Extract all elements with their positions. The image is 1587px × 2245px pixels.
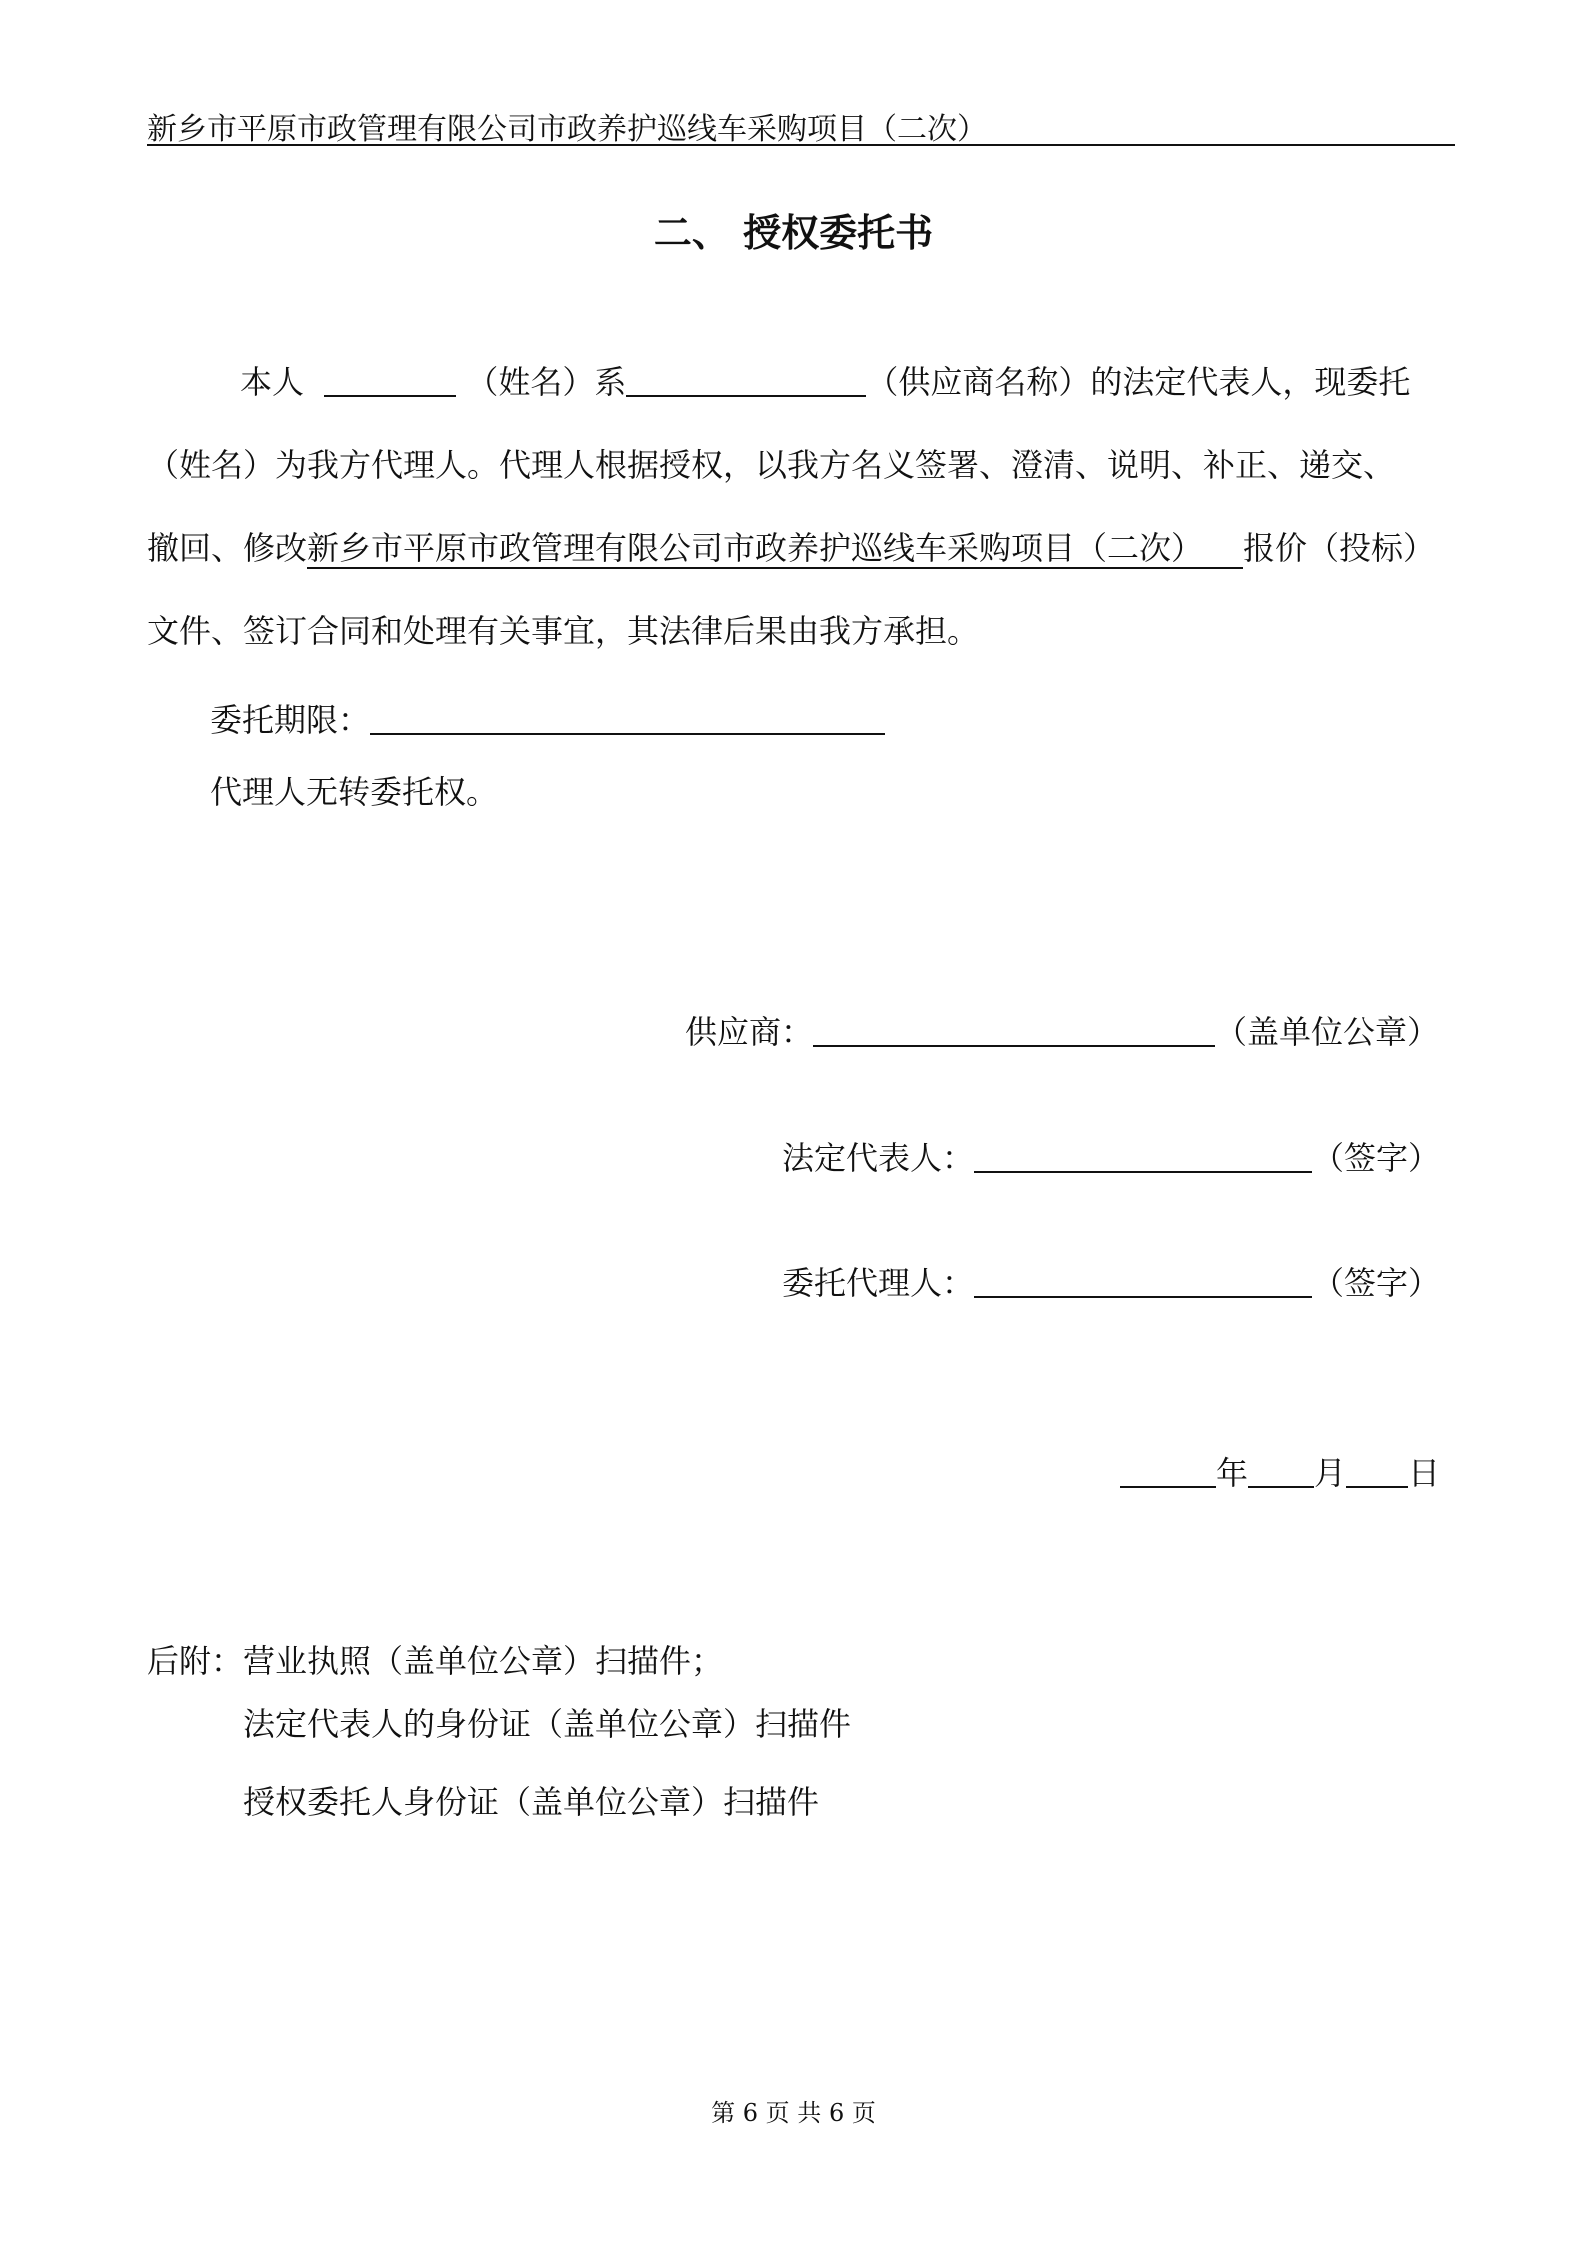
para-line-2: （姓名）为我方代理人。代理人根据授权，以我方名义签署、澄清、说明、补正、递交、 [147,446,1396,484]
year-label: 年 [1216,1454,1249,1492]
para-line-4: 文件、签订合同和处理有关事宜，其法律后果由我方承担。 [147,612,980,650]
agent-note: （签字） [1312,1264,1441,1302]
legal-rep-blank[interactable] [974,1141,1312,1173]
header-project-title: 新乡市平原市政管理有限公司市政养护巡线车采购项目（二次） [147,112,987,147]
legal-rep-signature-row [782,1138,1440,1178]
para-text: 本人 [240,363,305,401]
para-text: （供应商名称）的法定代表人，现委托 [866,363,1411,401]
name-blank[interactable] [324,365,456,397]
agent-signature-row [782,1263,1440,1303]
header-rule [147,144,1455,146]
para-text: 报价（投标） [1243,529,1436,567]
attachment-item: 营业执照（盖单位公章）扫描件； [243,1642,724,1680]
para-text: 撤回、修改 [147,529,308,567]
term-label: 委托期限： [210,701,371,739]
attachment-item: 法定代表人的身份证（盖单位公章）扫描件 [243,1705,852,1743]
day-label: 日 [1408,1454,1441,1492]
supplier-signature-row [685,1012,1439,1052]
term-blank[interactable] [370,703,885,735]
attachment-row-1 [147,1641,723,1681]
supplier-name-blank[interactable] [626,365,866,397]
day-blank[interactable] [1346,1456,1408,1488]
para-text: （姓名）系 [466,363,627,401]
attachment-item: 授权委托人身份证（盖单位公章）扫描件 [243,1783,820,1821]
supplier-blank[interactable] [813,1015,1215,1047]
month-blank[interactable] [1248,1456,1314,1488]
para-line-3 [147,528,1435,568]
legal-rep-label: 法定代表人： [782,1139,975,1177]
agent-blank[interactable] [974,1266,1312,1298]
supplier-label: 供应商： [685,1013,814,1051]
attachments-prefix: 后附： [147,1642,244,1680]
page-number: 第 6 页 共 6 页 [711,2099,876,2127]
term-row [210,700,885,740]
month-label: 月 [1314,1454,1347,1492]
project-name-underlined: 新乡市平原市政管理有限公司市政养护巡线车采购项目（二次） [307,529,1243,569]
no-subdelegation-text: 代理人无转委托权。 [210,773,499,811]
page-title: 二、 授权委托书 [653,210,934,255]
supplier-note: （盖单位公章） [1215,1013,1440,1051]
year-blank[interactable] [1120,1456,1216,1488]
legal-rep-note: （签字） [1312,1139,1441,1177]
date-row [1120,1453,1440,1493]
agent-label: 委托代理人： [782,1264,975,1302]
para-line-1 [240,362,1410,402]
